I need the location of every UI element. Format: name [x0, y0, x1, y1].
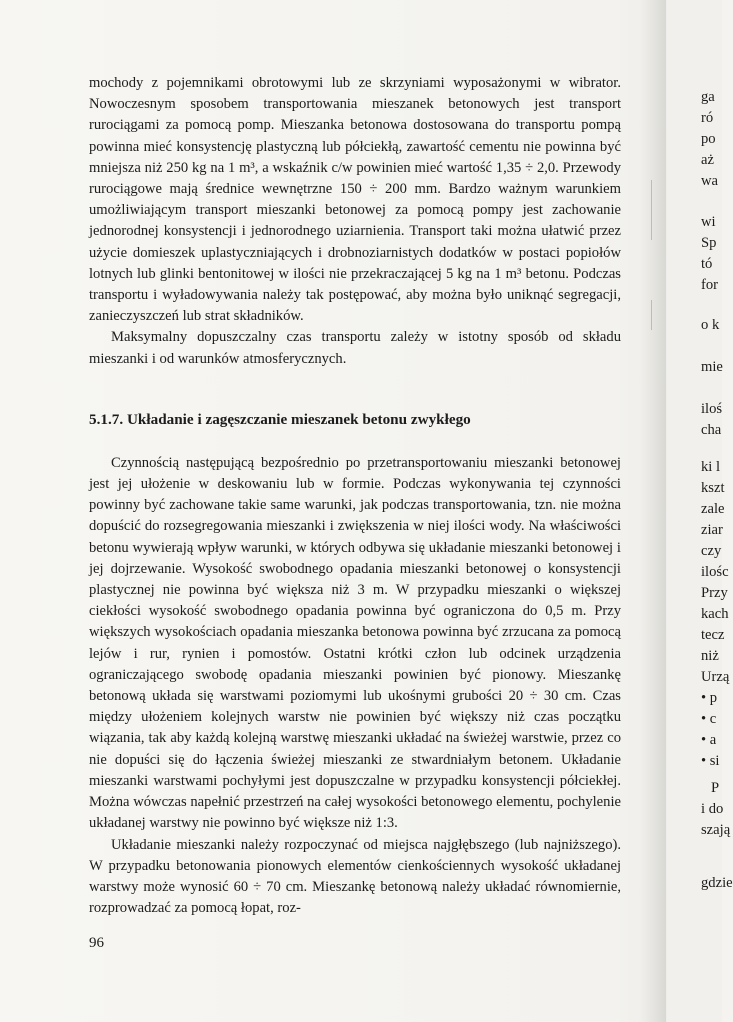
next-page-fragment: czy [701, 543, 722, 559]
next-page-fragment: szają [701, 822, 731, 838]
next-page-fragment: o k [701, 317, 720, 333]
main-text-column [89, 73, 621, 919]
paragraph-max-transport-time: Maksymalny dopuszczalny czas transportu zależy w istotny sposób od składu mieszanki i od warunków atmosferycznych. [89, 329, 621, 367]
next-page-fragment: Urzą [701, 669, 730, 685]
next-page-fragment: ziar [701, 522, 723, 538]
next-page-fragment: kach [701, 606, 729, 622]
next-page-fragment: zale [701, 501, 725, 517]
next-page-bullet: • c [701, 711, 717, 727]
next-page-fragment: cha [701, 422, 722, 438]
next-page-fragment: wa [701, 173, 719, 189]
next-page-fragment: i do [701, 801, 724, 817]
paragraph-placing-start: Układanie mieszanki należy rozpoczynać od miejsca najgłębszego (lub najniższego). W przypadku betonowania pionowych elementów cienkościennych wysokość układanej warstwy może wynosić 60 ÷ 70 cm. Mieszankę betonową należy układać równomiernie, rozprowadzać za pomocą łopat, roz- [89, 836, 621, 917]
next-page-edge [667, 0, 733, 1022]
next-page-fragment: tó [701, 256, 713, 272]
next-page-bullet: • si [701, 753, 720, 769]
fold-line [651, 180, 652, 240]
next-page-fragment: ki l [701, 459, 721, 475]
next-page-fragment: P [711, 780, 720, 796]
next-page-fragment: for [701, 277, 719, 293]
next-page-fragment: ilośc [701, 564, 729, 580]
next-page-fragment: Przy [701, 585, 728, 601]
next-page-bullet: • a [701, 732, 717, 748]
section-heading: 5.1.7. Układanie i zagęszczanie mieszanek betonu zwykłego [89, 410, 471, 428]
next-page-fragment: ga [701, 89, 715, 105]
next-page-fragment: ró [701, 110, 714, 126]
next-page-fragment: mie [701, 359, 723, 375]
paragraph-transport: mochody z pojemnikami obrotowymi lub ze skrzyniami wyposażonymi w wibrator. Nowoczesnym sposobem transportowania mieszanek betonowych jest transport rurociągami za pomocą pomp. Mieszanka betonowa dostosowana do transportu pompą powinna mieć konsystencję plastyczną lub półciekłą, zawartość cementu nie powinna być mniejsza niż 250 kg na 1 m³, a wskaźnik c/w powinien mieć wartość 1,35 ÷ 2,0. Przewody rurociągowe mają średnice wewnętrzne 150 ÷ 200 mm. Bardzo ważnym warunkiem umożliwiającym transport mieszanki betonowej za pomocą pompy jest zachowanie jednorodnej konsystencji i jednorodnego uziarnienia. Transport taki można ułatwić przez użycie domieszek uplastyczniających i drobnoziarnistych dodatków w postaci popiołów lotnych lub glinki bentonitowej w ilości nie przekraczającej 5 kg na 1 m³ betonu. Podczas transportu i wyładowywania należy tak postępować, aby można było uniknąć segregacji, zanieczyszczeń lub strat składników. [89, 75, 621, 325]
next-page-fragment: kszt [701, 480, 725, 496]
next-page-bullet: • p [701, 690, 718, 706]
paragraph-placing: Czynnością następującą bezpośrednio po przetransportowaniu mieszanki betonowej jest jej ułożenie w deskowaniu lub w formie. Podczas wykonywania tej czynności powinny być zachowane takie same warunki, jak podczas transportowania, tzn. nie można dopuścić do rozsegregowania mieszanki i zwiększenia w niej ilości wody. Na właściwości betonu wywierają wpływ warunki, w których odbywa się układanie mieszanki betonowej i jej dojrzewanie. Wysokość swobodnego opadania mieszanki betonowej o konsystencji plastycznej nie powinna być większa niż 3 m. W przypadku mieszanki o większej ciekłości wysokość swobodnego opadania powinna być ograniczona do 0,5 m. Przy większych wysokościach opadania mieszanka betonowa powinna być zrzucana za pomocą lejów i rur, rynien i pomostów. Ostatni krótki człon lub odcinek urządzenia ograniczającego swobodę opadania mieszanki powinien być pionowy. Mieszankę betonową układa się warstwami poziomymi lub ukośnymi grubości 20 ÷ 30 cm. Czas między ułożeniem kolejnych warstw nie powinien być większy niż czas początku wiązania, tak aby każdą kolejną warstwę mieszanki układać na świeżej warstwie, przez co nie dopuści się do łączenia świeżej mieszanki ze stwardniałym betonem. Układanie mieszanki warstwami pochyłymi jest dopuszczalne w przypadku konsystencji półciekłej. Można wówczas napełnić przestrzeń na całej wysokości betonowego elementu, pochylenie układanej warstwy nie powinno być większe niż 1:3. [89, 454, 621, 832]
next-page-fragment: gdzie [701, 875, 733, 891]
next-page-fragment: po [701, 131, 716, 147]
next-page-fragment: wi [701, 214, 716, 230]
next-page-fragment: tecz [701, 627, 725, 643]
book-gutter [640, 0, 666, 1022]
fold-line [651, 300, 652, 330]
page-number: 96 [89, 935, 104, 951]
next-page-fragment: Sp [701, 235, 717, 251]
next-page-fragment: aż [701, 152, 714, 168]
next-page-fragment: niż [701, 648, 719, 664]
next-page-fragment: iloś [701, 401, 723, 417]
